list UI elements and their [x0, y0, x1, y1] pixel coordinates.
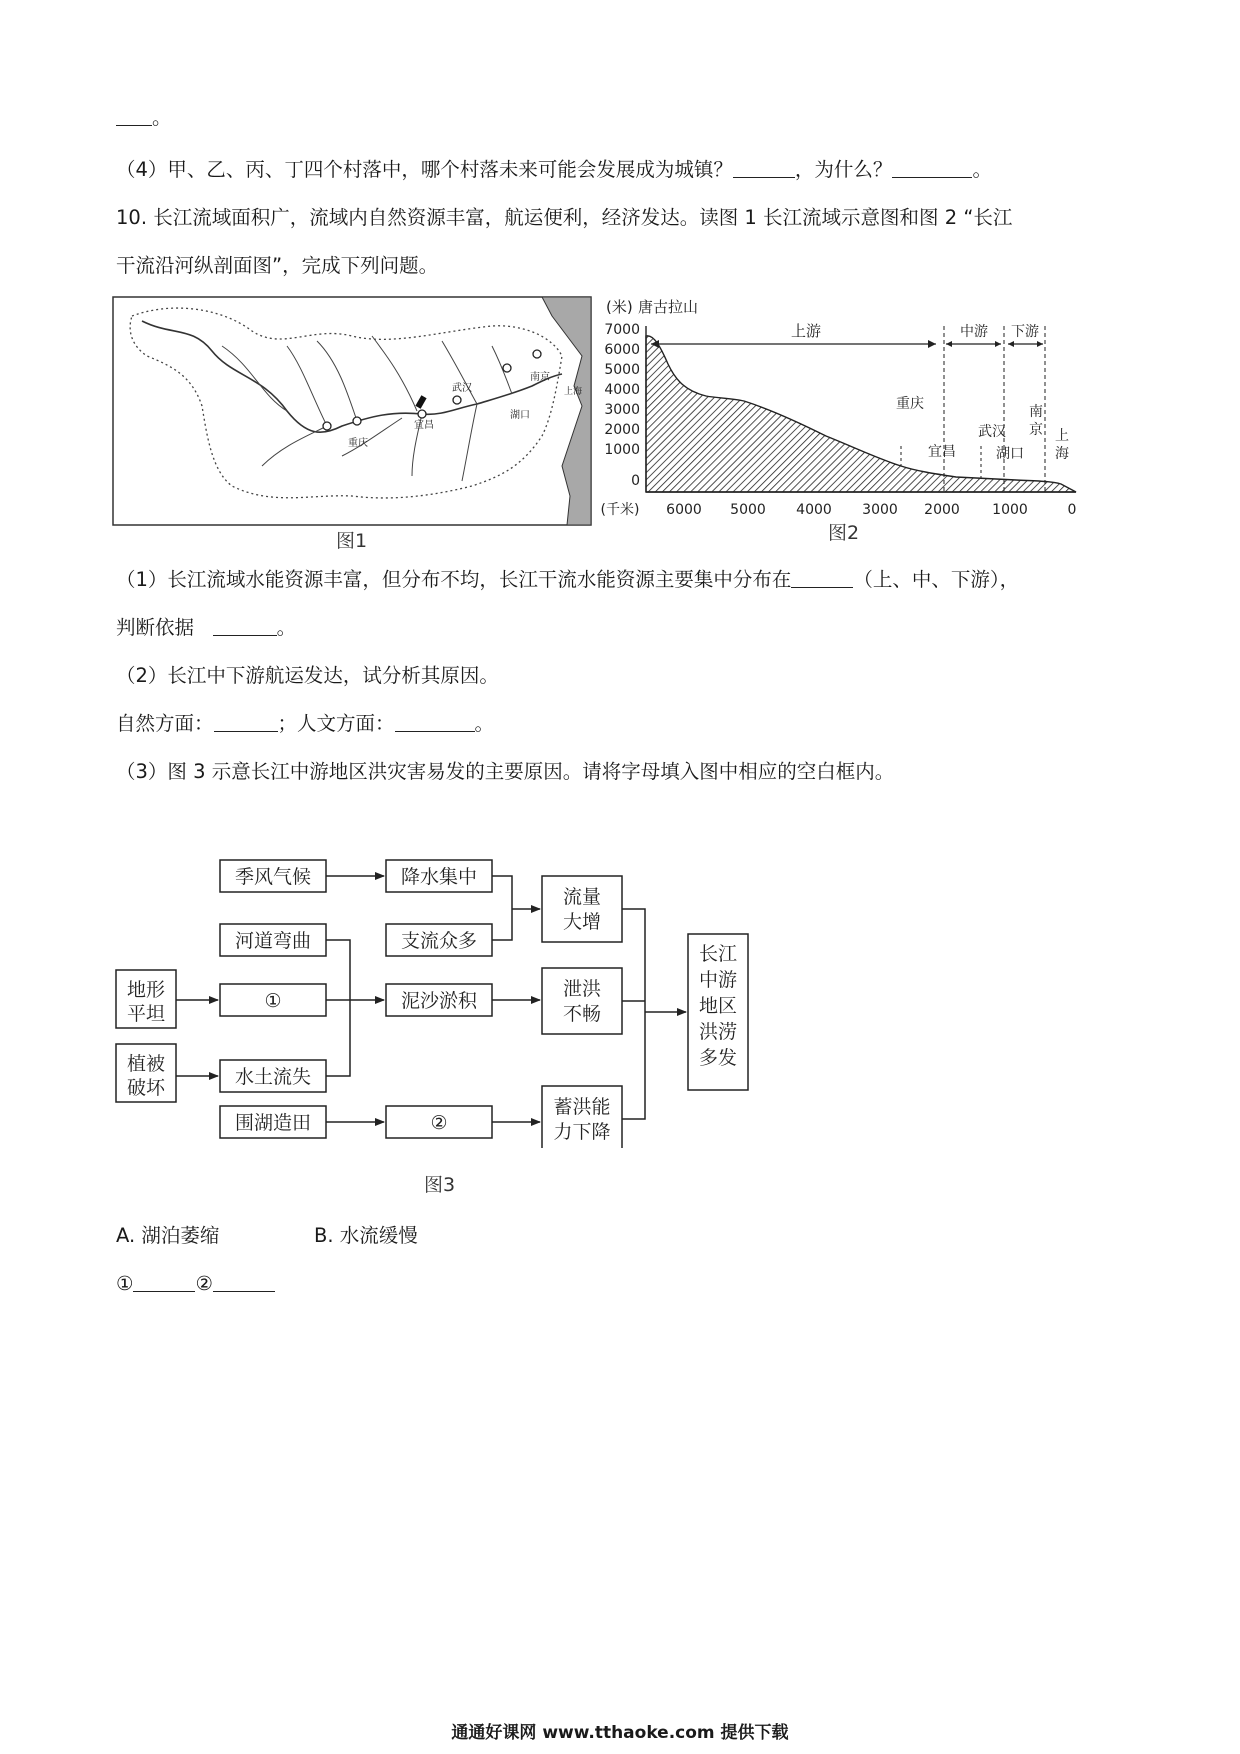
answer-blank[interactable] — [395, 711, 475, 732]
section-label: 上游 — [790, 322, 822, 340]
box-flood-result: 多发 — [698, 1047, 738, 1069]
city-label: 宜昌 — [928, 444, 956, 460]
box-storage-decline: 力下降 — [553, 1121, 611, 1143]
x-tick: 3000 — [862, 502, 898, 518]
answer-blank[interactable] — [213, 615, 277, 636]
box-vegetation-damage: 破坏 — [126, 1077, 166, 1099]
box-poor-drainage: 不畅 — [562, 1003, 602, 1025]
x-tick: 6000 — [666, 502, 702, 518]
city-label: 京 — [1029, 422, 1043, 438]
y-tick: 0 — [631, 473, 640, 489]
options-line — [116, 1222, 418, 1250]
city-label: 武汉 — [978, 424, 1006, 440]
question-2-answer-line: 自然方面： ；人文方面： 。 — [116, 712, 495, 735]
box-flood-result: 长江 — [698, 943, 738, 965]
box-meandering-channel: 河道弯曲 — [234, 930, 312, 952]
y-tick: 1000 — [604, 442, 640, 458]
answer-blank[interactable] — [214, 711, 278, 732]
figure-3-flowchart — [110, 848, 760, 1148]
y-tick: 5000 — [604, 362, 640, 378]
box-many-tributaries: 支流众多 — [400, 930, 478, 952]
box-flood-result: 洪涝 — [698, 1021, 738, 1043]
answer-blank[interactable] — [116, 105, 152, 126]
question-2-line: （2）长江中下游航运发达，试分析其原因。 — [116, 664, 499, 687]
box-poor-drainage: 泄洪 — [562, 978, 602, 1000]
city-label: 重庆 — [348, 438, 368, 449]
option-b: B. 水流缓慢 — [314, 1224, 418, 1247]
city-label: 上海 — [564, 387, 583, 397]
city-marker — [503, 364, 511, 372]
box-flow-increase: 流量 — [562, 886, 602, 908]
city-label: 湖口 — [510, 410, 530, 421]
peak-label: 唐古拉山 — [638, 298, 699, 316]
answer-blank-2[interactable] — [213, 1271, 275, 1292]
box-storage-decline: 蓄洪能 — [553, 1096, 611, 1118]
box-flat-terrain: 地形 — [126, 979, 166, 1001]
y-tick: 7000 — [604, 322, 640, 338]
answer-blank-1[interactable] — [133, 1271, 195, 1292]
figure-3-caption: 图3 — [424, 1174, 456, 1196]
box-monsoon-climate: 季风气候 — [234, 866, 312, 888]
x-tick: 1000 — [992, 502, 1028, 518]
city-marker — [418, 410, 426, 418]
city-label: 南京 — [530, 372, 550, 383]
answer-blank[interactable] — [892, 157, 972, 178]
answer-blank[interactable] — [791, 567, 853, 588]
prev-answer-line: 。 — [116, 104, 172, 132]
box-flat-terrain: 平坦 — [126, 1003, 166, 1025]
box-flow-increase: 大增 — [562, 911, 602, 933]
box-sediment-deposition: 泥沙淤积 — [400, 990, 478, 1012]
city-marker — [323, 422, 331, 430]
question-1-line-2: 判断依据 。 — [116, 616, 297, 639]
x-tick: 0 — [1067, 502, 1077, 518]
box-lake-reclamation: 围湖造田 — [234, 1112, 312, 1134]
answer-blank[interactable] — [733, 157, 795, 178]
question-1-line: （1）长江流域水能资源丰富，但分布不均，长江干流水能资源主要集中分布在 （上、中、下游）， — [116, 568, 1020, 591]
city-label: 上 — [1055, 428, 1069, 444]
y-unit-label: (米) — [606, 298, 633, 316]
blank-box-2[interactable]: ② — [430, 1112, 448, 1134]
box-flood-result: 中游 — [698, 969, 738, 991]
city-marker — [453, 396, 461, 404]
city-label: 湖口 — [996, 446, 1024, 462]
figure-2-profile — [596, 296, 1086, 528]
section-label: 下游 — [1011, 324, 1039, 340]
question-3-line: （3）图 3 示意长江中游地区洪灾害易发的主要原因。请将字母填入图中相应的空白框内。 — [116, 760, 895, 783]
y-tick: 6000 — [604, 342, 640, 358]
question-10-stem: 10. 长江流域面积广，流域内自然资源丰富，航运便利，经济发达。读图 1 长江流域示意图和图 2 “长江 — [116, 206, 1013, 229]
city-marker — [533, 350, 541, 358]
x-unit-label: (千米) — [600, 502, 640, 518]
figure-2-caption: 图2 — [828, 522, 860, 544]
y-tick: 4000 — [604, 382, 640, 398]
x-tick: 5000 — [730, 502, 766, 518]
box-vegetation-damage: 植被 — [126, 1053, 166, 1075]
box-flood-result: 地区 — [698, 995, 738, 1017]
city-label: 南 — [1029, 404, 1043, 420]
question-4-line: （4）甲、乙、丙、丁四个村落中，哪个村落未来可能会发展成为城镇？ ，为什么？ 。 — [116, 158, 992, 181]
section-label: 中游 — [960, 324, 988, 340]
answers-line: ① ② — [116, 1270, 275, 1298]
figure-1-caption: 图1 — [336, 530, 368, 552]
city-label: 重庆 — [896, 396, 924, 412]
figure-1-map — [112, 296, 592, 526]
city-label: 武汉 — [452, 383, 472, 394]
blank-box-1[interactable]: ① — [264, 990, 282, 1012]
x-tick: 4000 — [796, 502, 832, 518]
x-tick: 2000 — [924, 502, 960, 518]
box-soil-erosion: 水土流失 — [234, 1066, 312, 1088]
option-a: A. 湖泊萎缩 — [116, 1224, 220, 1247]
y-tick: 3000 — [604, 402, 640, 418]
city-label: 宜昌 — [414, 420, 434, 431]
page-footer: 通通好课网 www.tthaoke.com 提供下载 — [451, 1723, 789, 1743]
city-marker — [353, 417, 361, 425]
city-label: 海 — [1055, 446, 1069, 462]
y-tick: 2000 — [604, 422, 640, 438]
box-concentrated-rain: 降水集中 — [400, 866, 478, 888]
question-10-stem-cont: 干流沿河纵剖面图”，完成下列问题。 — [116, 254, 439, 277]
